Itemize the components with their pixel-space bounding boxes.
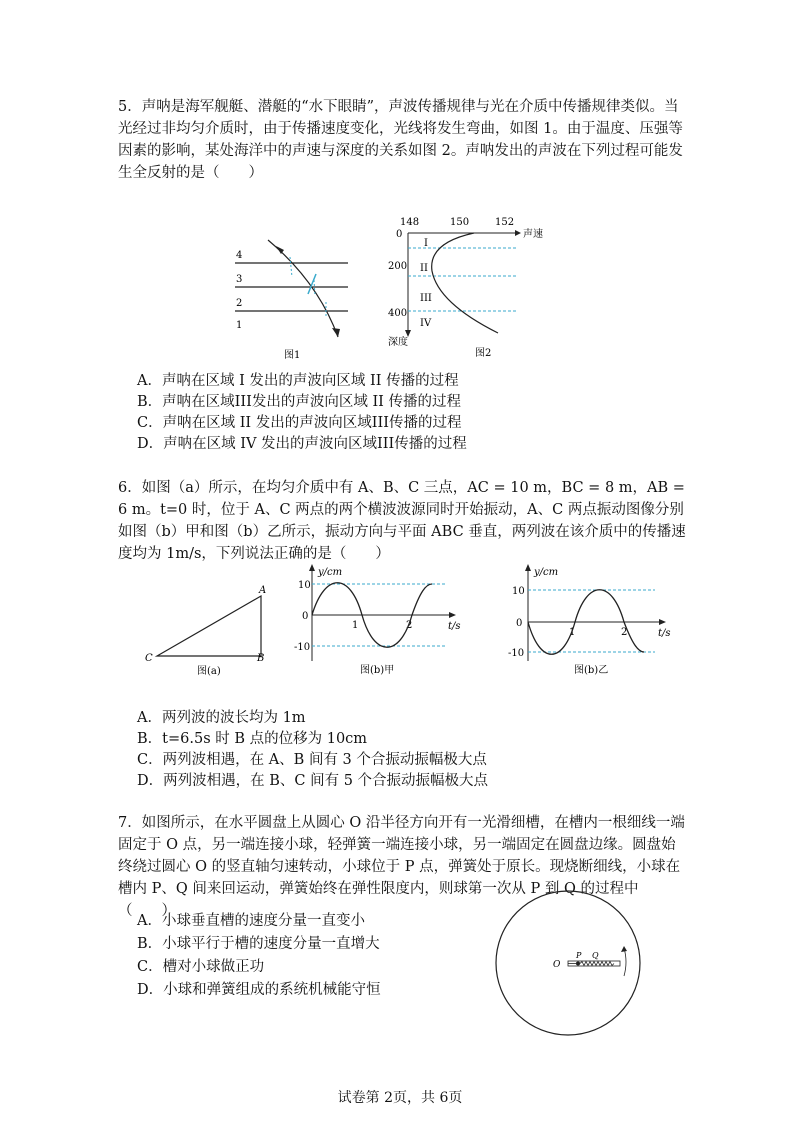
point-label-q: Q [592,951,599,960]
figure-a-triangle [145,583,275,683]
question-7-text: 7．如图所示，在水平圆盘上从圆心 O 沿半径方向开有一光滑细槽，在槽内一根细线一端固定于 O 点，另一端连接小球，轻弹簧一端连接小球，另一端固定在圆盘边缘。圆盘始终绕过圆心 O 的竖直轴匀速转动，小球位于 P 点，弹簧处于原长。现烧断细线，小球在槽内 P、Q 间来回运动，弹簧始终在弹性限度内，则球第一次从 P 到 Q 的过程中（ ） [118,815,685,919]
question-6 [118,477,688,565]
y-label: y/cm [318,567,343,578]
region-label-1: I [424,238,428,249]
figure-1-caption: 图1 [284,350,301,361]
x-tick-1: 1 [352,620,359,631]
y-label: y/cm [534,567,559,578]
ball [576,962,580,966]
question-6-text: 6．如图（a）所示，在均匀介质中有 A、B、C 三点，AC = 10 m，BC = 8 m，AB = 6 m。t=0 时，位于 A、C 两点的两个横波波源同时开始振动，A、C 两点振动图像分别如图（b）甲和图（b）乙所示，振动方向与平面 ABC 垂直，两列波在该介质中的传播速度均为 1m/s，下列说法正确的是（ ） [118,480,686,562]
spring [580,962,614,966]
q7-option-a[interactable]: A．小球垂直槽的速度分量一直变小 [137,913,365,929]
y-tick-200: 200 [388,261,408,272]
figure-b-yi-graph [500,567,675,677]
figure-b-jia-graph [290,567,465,677]
q7-option-d[interactable]: D．小球和弹簧组成的系统机械能守恒 [137,982,381,998]
figure-b-yi-caption: 图(b)乙 [574,665,609,676]
question-5-text: 5．声呐是海军舰艇、潜艇的“水下眼睛”，声波传播规律与光在介质中传播规律类似。当光经过非均匀介质时，由于传播速度变化，光线将发生弯曲，如图 1。由于温度、压强等因素的影响，某处海洋中的声速与深度的关系如图 2。声呐发出的声波在下列过程可能发生全反射的是（ ） [118,99,683,181]
figure-a-caption: 图(a) [197,666,221,677]
q5-option-d[interactable]: D．声呐在区域 IV 发出的声波向区域III传播的过程 [137,436,467,452]
point-a-label: A [259,585,267,596]
bent-ray [268,240,338,337]
q7-option-c[interactable]: C．槽对小球做正功 [137,959,265,975]
point-b-label: B [257,653,265,664]
x-tick-152: 152 [495,217,515,228]
y-axis-label: 深度 [388,337,408,348]
center-label-o: O [553,960,561,970]
figure-2-sound-speed-chart [388,213,558,373]
region-label-2: II [420,263,428,274]
y-tick-10: 10 [512,586,525,597]
q6-option-c[interactable]: C．两列波相遇，在 A、B 间有 3 个合振动振幅极大点 [137,752,487,768]
layer-label-2: 2 [236,298,243,309]
y-tick-0: 0 [516,618,523,629]
y-tick-10: 10 [298,580,311,591]
x-label: t/s [658,628,671,639]
x-tick-2: 2 [406,620,413,631]
q5-option-c[interactable]: C．声呐在区域 II 发出的声波向区域III传播的过程 [137,415,462,431]
question-5 [118,96,688,184]
figure-1-refraction-diagram [228,232,368,362]
layer-label-4: 4 [236,250,243,261]
y-tick-400: 400 [388,308,408,319]
q5-option-b[interactable]: B．声呐在区域III发出的声波向区域 II 传播的过程 [137,394,462,410]
layer-label-3: 3 [236,274,243,285]
figure-2-caption: 图2 [475,348,492,359]
x-tick-150: 150 [450,217,470,228]
rotation-arrow [624,948,626,976]
x-tick-148: 148 [400,217,420,228]
x-label: t/s [448,621,461,632]
page-footer: 试卷第 2页，共 6页 [337,1090,463,1106]
region-label-4: IV [420,318,432,329]
q6-option-b[interactable]: B．t=6.5s 时 B 点的位移为 10cm [137,731,368,747]
q7-option-b[interactable]: B．小球平行于槽的速度分量一直增大 [137,936,380,952]
q6-option-a[interactable]: A．两列波的波长均为 1m [137,710,306,726]
region-label-3: III [420,293,432,304]
q6-option-d[interactable]: D．两列波相遇，在 B、C 间有 5 个合振动振幅极大点 [137,773,489,789]
point-c-label: C [145,653,153,664]
x-tick-1: 1 [569,627,576,638]
point-label-p: P [576,951,582,960]
x-tick-2: 2 [621,627,628,638]
y-tick-0: 0 [302,611,309,622]
y-tick-neg10: -10 [508,648,525,659]
rotating-disk-figure [496,890,646,1040]
layer-label-1: 1 [236,320,243,331]
figure-b-jia-caption: 图(b)甲 [360,665,395,676]
q5-option-a[interactable]: A．声呐在区域 I 发出的声波向区域 II 传播的过程 [137,373,459,389]
y-tick-neg10: -10 [294,642,311,653]
y-tick-0: 0 [396,229,403,240]
x-axis-label: 声速 [523,229,543,240]
